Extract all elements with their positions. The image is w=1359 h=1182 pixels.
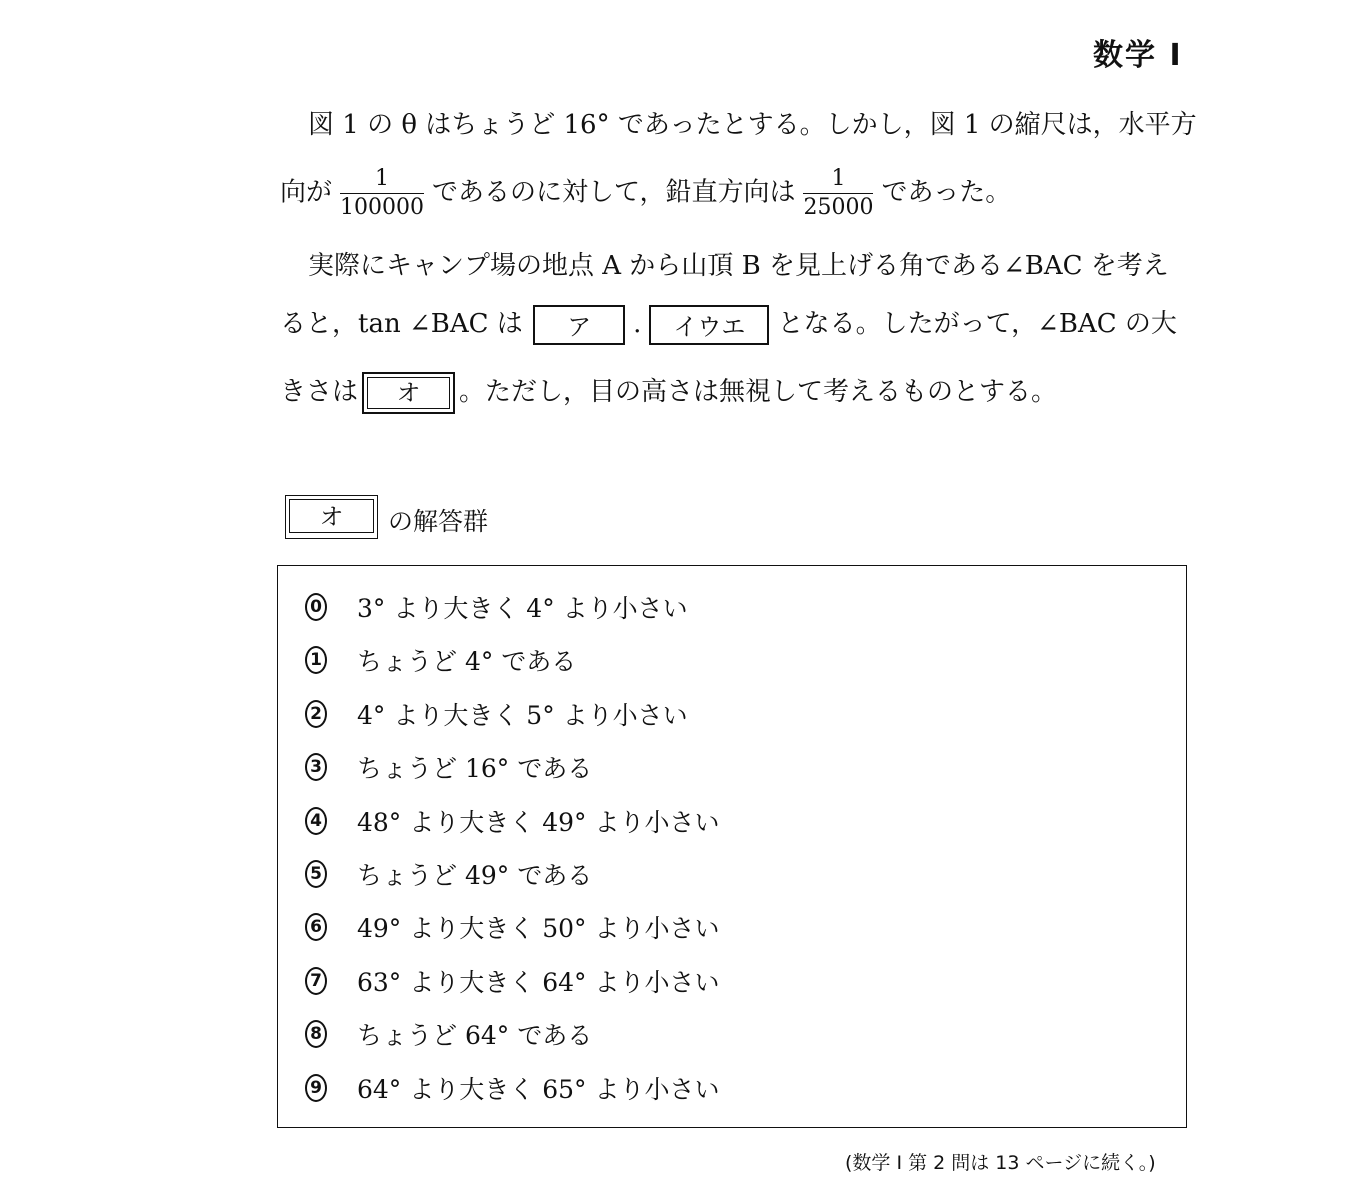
paragraph2-line2 [280,305,1190,345]
choice-number: 2 [305,700,327,728]
choice-number: 7 [305,967,327,995]
line2-prefix: ると，tan ∠BAC は [280,309,523,339]
answer-box-o-label: オ [367,377,450,409]
choice-2 [305,697,688,731]
line2-prefix: 向が [280,177,333,208]
fraction-horizontal-scale [340,168,424,219]
choice-text: 49° より大きく 50° より小さい [357,914,720,943]
choice-3 [305,750,592,784]
choice-text: 48° より大きく 49° より小さい [357,808,720,837]
answer-box-o [362,372,455,414]
answer-box-a: ア [533,305,625,345]
choice-text: ちょうど 16° である [357,754,593,783]
line2-suffix: となる。したがって，∠BAC の大 [777,309,1177,339]
fraction-denominator: 100000 [340,195,424,220]
paragraph1-line1: 図 1 の θ はちょうど 16° であったとする。しかし，図 1 の縮尺は，水平方 [308,110,1197,140]
choice-text: 63° より大きく 64° より小さい [357,968,720,997]
choices-box [277,565,1187,1128]
choice-number: 8 [305,1020,327,1048]
choice-number: 9 [305,1074,327,1102]
choice-9 [305,1071,719,1105]
answer-group-box [285,495,378,539]
choice-4 [305,804,719,838]
choice-number: 3 [305,753,327,781]
fraction-vertical-scale [803,168,873,219]
fraction-numerator: 1 [803,168,873,194]
line3-suffix: 。ただし，目の高さは無視して考えるものとする。 [459,377,1058,407]
answer-group-box-label: オ [289,499,374,533]
choice-8 [305,1017,592,1051]
fraction-numerator: 1 [340,168,424,194]
paragraph1-line2 [280,168,1190,219]
answer-box-iue: イウエ [649,305,769,345]
answer-group-title: の解答群 [388,507,489,536]
choice-text: 3° より大きく 4° より小さい [357,594,688,623]
choice-0 [305,590,688,624]
choice-6 [305,910,719,944]
choice-number: 0 [305,593,327,621]
continuation-note: (数学 I 第 2 問は 13 ページに続く。) [845,1152,1156,1174]
line2-mid: であるのに対して，鉛直方向は [432,177,796,208]
choice-number: 1 [305,646,327,674]
choice-number: 5 [305,860,327,888]
choice-1 [305,643,576,677]
choice-text: 4° より大きく 5° より小さい [357,701,688,730]
choice-5 [305,857,592,891]
fraction-denominator: 25000 [803,195,874,220]
subject-title: 数学 I [1093,38,1183,73]
decimal-point: . [633,309,642,339]
choice-7 [305,964,719,998]
paragraph2-line3 [280,372,1190,414]
choice-number: 4 [305,807,327,835]
choice-text: ちょうど 64° である [357,1021,593,1050]
line2-suffix: であった。 [881,177,1012,208]
choice-number: 6 [305,913,327,941]
line3-prefix: きさは [280,377,359,407]
paragraph2-line1: 実際にキャンプ場の地点 A から山頂 B を見上げる角である∠BAC を考え [308,251,1169,281]
choice-text: ちょうど 4° である [357,647,577,676]
choice-text: ちょうど 49° である [357,861,593,890]
choice-text: 64° より大きく 65° より小さい [357,1075,720,1104]
